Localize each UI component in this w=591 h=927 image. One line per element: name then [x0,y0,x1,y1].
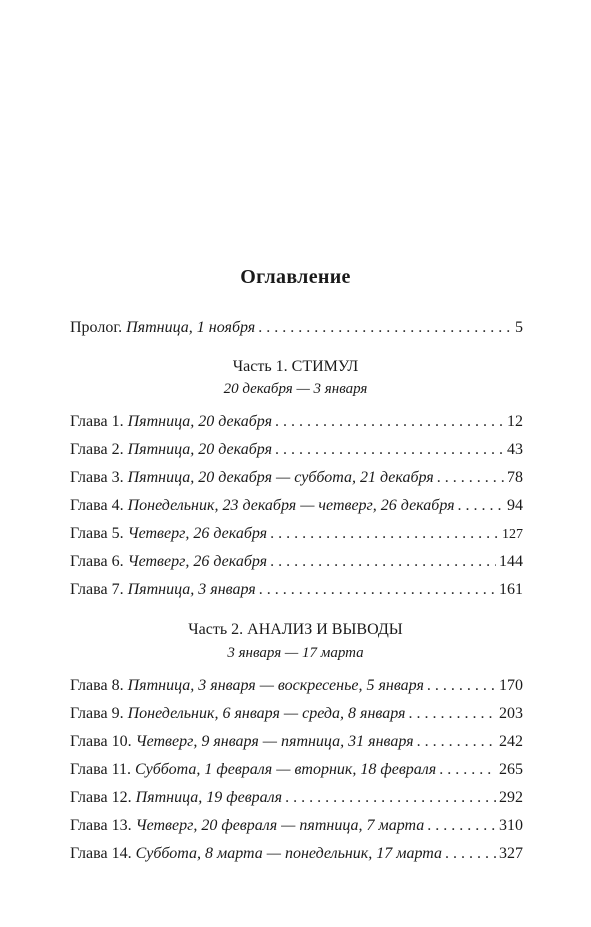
toc-entry-chapter-2[interactable] [70,438,523,462]
entry-label: Глава 10. [70,733,132,750]
dot-leader [439,758,496,782]
entry-description: Пятница, 20 декабря — суббота, 21 декабря [127,469,434,486]
entry-description: Пятница, 1 ноября [126,319,256,336]
entry-description: Четверг, 26 декабря [127,553,268,570]
entry-label: Глава 11. [70,761,131,778]
entry-description: Пятница, 20 декабря [127,413,273,430]
toc-entry-chapter-14[interactable] [70,842,523,866]
dot-leader [427,674,496,698]
dot-leader [258,316,512,340]
entry-label: Глава 6. [70,553,124,570]
entry-page-number: 12 [507,413,523,430]
entry-label: Глава 8. [70,677,124,694]
dot-leader [417,730,496,754]
part-1-dates: 20 декабря — 3 января [223,381,368,397]
entry-label: Глава 1. [70,413,124,430]
entry-page-number: 203 [499,705,523,722]
toc-entry-chapter-7[interactable] [70,578,523,602]
dot-leader [285,786,496,810]
dot-leader [445,842,496,866]
entry-page-number: 78 [507,469,523,486]
dot-leader [458,494,504,518]
dot-leader [275,410,504,434]
entry-description: Четверг, 20 февраля — пятница, 7 марта [135,817,425,834]
toc-entry-chapter-3[interactable] [70,466,523,490]
entry-label: Пролог. [70,319,123,336]
toc-entry-chapter-13[interactable] [70,814,523,838]
dot-leader [270,550,496,574]
toc-entry-prologue[interactable] [70,316,523,340]
entry-label: Глава 3. [70,469,124,486]
entry-label: Глава 14. [70,845,132,862]
dot-leader [437,466,504,490]
dot-leader [275,438,504,462]
part-2-dates: 3 января — 17 марта [227,645,364,661]
entry-label: Глава 9. [70,705,124,722]
dot-leader [408,702,496,726]
dot-leader [259,578,496,602]
entry-page-number: 127 [502,527,523,542]
toc-entry-chapter-10[interactable] [70,730,523,754]
entry-page-number: 94 [507,497,523,514]
entry-page-number: 161 [499,581,523,598]
entry-description: Пятница, 3 января [127,581,256,598]
toc-entry-chapter-4[interactable] [70,494,523,518]
part-2-heading: Часть 2. АНАЛИЗ И ВЫВОДЫ [188,621,403,638]
entry-description: Пятница, 3 января — воскресенье, 5 января [127,677,424,694]
toc-entry-chapter-8[interactable] [70,674,523,698]
toc-entry-chapter-9[interactable] [70,702,523,726]
toc-entry-chapter-11[interactable] [70,758,523,782]
entry-label: Глава 5. [70,525,124,542]
entry-page-number: 310 [499,817,523,834]
entry-label: Глава 7. [70,581,124,598]
part-1-heading: Часть 1. СТИМУЛ [232,358,359,375]
entry-page-number: 265 [499,761,523,778]
page-title: Оглавление [240,266,351,288]
toc-entry-chapter-12[interactable] [70,786,523,810]
entry-page-number: 327 [499,845,523,862]
entry-description: Понедельник, 23 декабря — четверг, 26 декабря [127,497,455,514]
entry-label: Глава 2. [70,441,124,458]
entry-page-number: 144 [499,553,523,570]
entry-description: Пятница, 20 декабря [127,441,273,458]
entry-label: Глава 4. [70,497,124,514]
entry-description: Понедельник, 6 января — среда, 8 января [127,705,406,722]
entry-page-number: 5 [515,319,523,336]
entry-description: Суббота, 1 февраля — вторник, 18 февраля [134,761,437,778]
entry-description: Пятница, 19 февраля [135,789,283,806]
toc-entry-chapter-1[interactable] [70,410,523,434]
toc-entry-chapter-6[interactable] [70,550,523,574]
entry-page-number: 292 [499,789,523,806]
dot-leader [427,814,496,838]
entry-page-number: 242 [499,733,523,750]
entry-page-number: 43 [507,441,523,458]
entry-description: Четверг, 26 декабря [127,525,268,542]
entry-label: Глава 12. [70,789,132,806]
entry-label: Глава 13. [70,817,132,834]
dot-leader [270,522,499,546]
entry-description: Четверг, 9 января — пятница, 31 января [135,733,414,750]
entry-description: Суббота, 8 марта — понедельник, 17 марта [135,845,443,862]
toc-entry-chapter-5[interactable] [70,522,523,546]
entry-page-number: 170 [499,677,523,694]
